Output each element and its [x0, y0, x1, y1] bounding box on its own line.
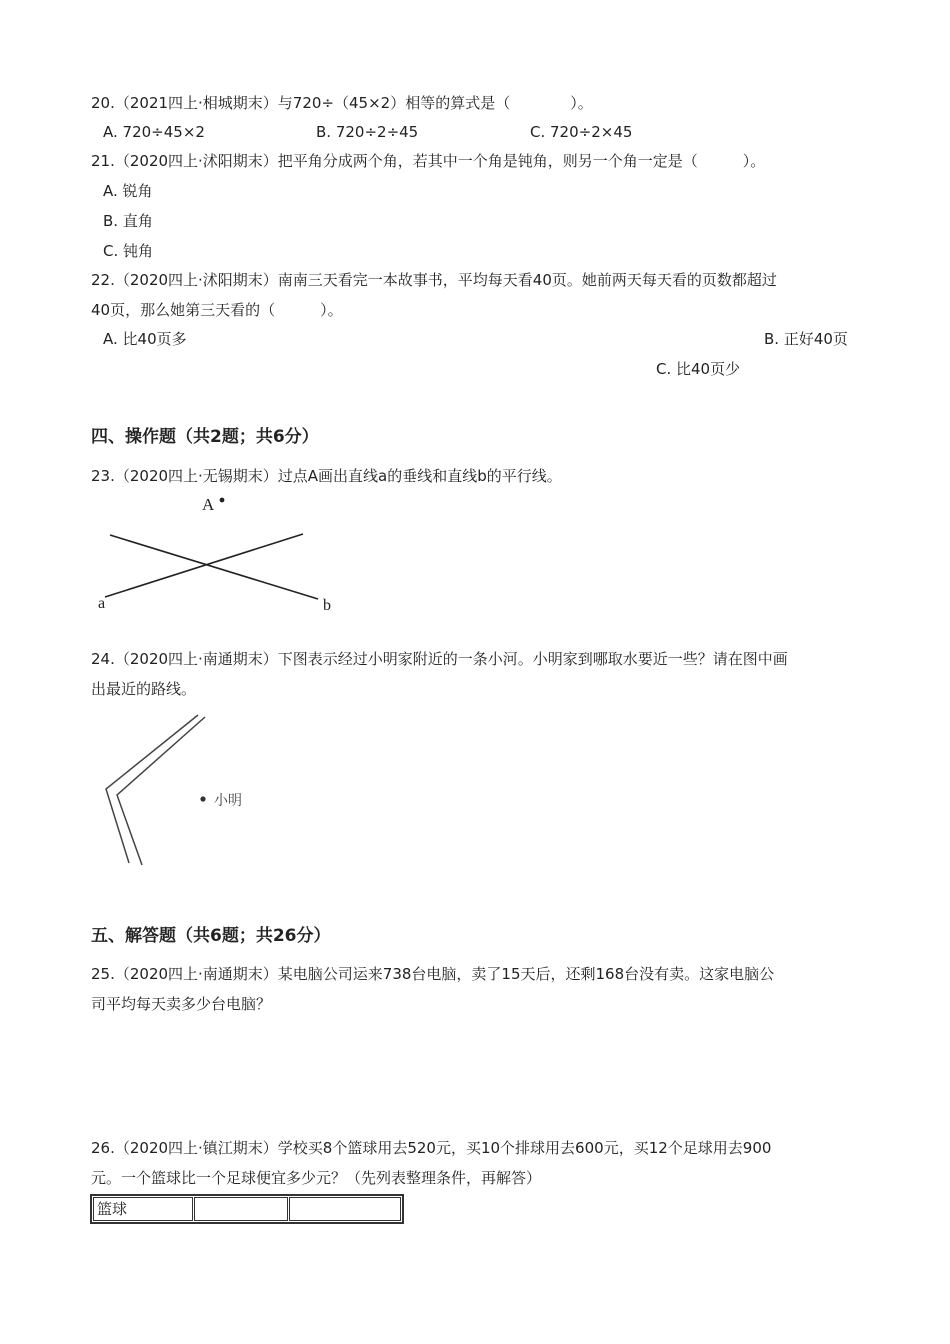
q24-home-label: 小明: [214, 793, 242, 809]
q20-option-c[interactable]: C. 720÷2×45: [530, 123, 633, 141]
q22-text-line1: 22.（2020四上·沭阳期末）南南三天看完一本故事书，平均每天看40页。她前两天每天看的页数都超过: [91, 271, 777, 289]
q24-home-dot: [200, 796, 205, 801]
q20-option-b[interactable]: B. 720÷2÷45: [316, 123, 419, 141]
q24-river-bank-outer: [106, 715, 198, 863]
q21-option-b[interactable]: B. 直角: [103, 212, 153, 230]
q22-option-a[interactable]: A. 比40页多: [103, 330, 187, 348]
q22-option-b[interactable]: B. 正好40页: [764, 330, 848, 348]
q26-table-cell-2[interactable]: [194, 1197, 288, 1221]
q21-text: 21.（2020四上·沭阳期末）把平角分成两个角，若其中一个角是钝角，则另一个角一定是（ ）。: [91, 152, 766, 170]
q20-text: 20.（2021四上·相城期末）与720÷（45×2）相等的算式是（ ）。: [91, 94, 593, 112]
q26-text-line2: 元。一个篮球比一个足球便宜多少元？（先列表整理条件，再解答）: [91, 1169, 542, 1187]
q24-river-bank-inner: [117, 717, 205, 865]
q24-text-line1: 24.（2020四上·南通期末）下图表示经过小明家附近的一条小河。小明家到哪取水要近一些？请在图中画: [91, 650, 788, 668]
section5-title: 五、解答题（共6题；共26分）: [91, 926, 331, 946]
q26-table-cell-3[interactable]: [289, 1197, 401, 1221]
section4-title: 四、操作题（共2题；共6分）: [91, 427, 319, 447]
q21-option-a[interactable]: A. 锐角: [103, 182, 153, 200]
q26-text-line1: 26.（2020四上·镇江期末）学校买8个篮球用去520元，买10个排球用去600元，买12个足球用去900: [91, 1139, 772, 1157]
q23-label-b: b: [323, 597, 331, 614]
q20-option-a[interactable]: A. 720÷45×2: [103, 123, 205, 141]
q26-table-cell-1[interactable]: 篮球: [93, 1197, 193, 1221]
q22-option-c[interactable]: C. 比40页少: [656, 360, 741, 378]
q23-figure: [90, 490, 350, 620]
q24-river-figure: [88, 705, 288, 870]
q25-text-line2: 司平均每天卖多少台电脑？: [91, 995, 272, 1013]
q21-option-c[interactable]: C. 钝角: [103, 242, 154, 260]
table-row: [93, 1197, 401, 1221]
q23-point-a-label: A: [202, 495, 215, 514]
q25-text-line1: 25.（2020四上·南通期末）某电脑公司运来738台电脑，卖了15天后，还剩168台没有卖。这家电脑公: [91, 965, 775, 983]
q23-line-b: [110, 535, 318, 599]
q24-text-line2: 出最近的路线。: [91, 680, 197, 698]
q26-table: [90, 1194, 404, 1224]
q22-text-line2: 40页，那么她第三天看的（ ）。: [91, 301, 343, 319]
q23-label-a: a: [98, 595, 106, 612]
q23-text: 23.（2020四上·无锡期末）过点A画出直线a的垂线和直线b的平行线。: [91, 467, 562, 485]
q23-line-a: [105, 534, 303, 597]
q23-point-a-dot: [220, 498, 225, 503]
